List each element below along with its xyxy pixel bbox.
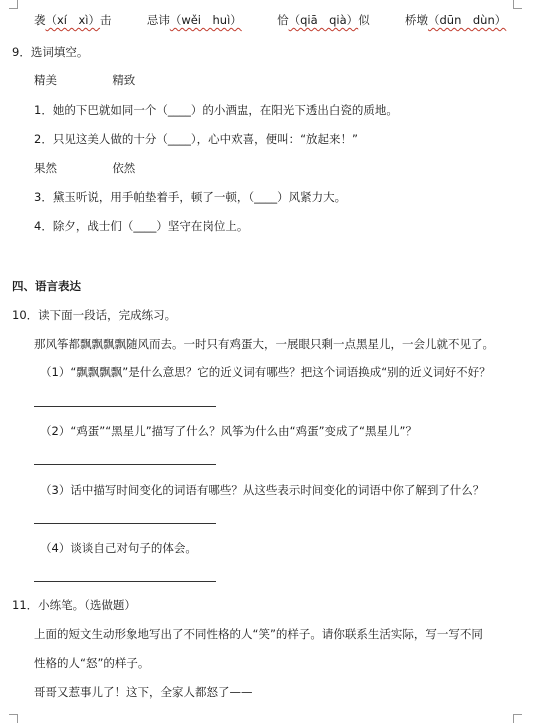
question-9-title: 9．选词填空。	[12, 45, 89, 59]
word-char: 击	[100, 13, 112, 27]
answer-line	[34, 406, 216, 407]
pinyin-options: （dūn dùn）	[428, 13, 507, 27]
writing-starter: 哥哥又惹事儿了！这下，全家人都怒了——	[34, 685, 253, 699]
word-char: 袭	[34, 13, 46, 27]
pinyin-word-3	[277, 13, 373, 27]
writing-prompt-line-2: 性格的人“怒”的样子。	[34, 656, 150, 670]
reading-passage: 那风筝都飘飘飘飘随风而去。一时只有鸡蛋大，一展眼只剩一点黑星儿，一会儿就不见了。	[34, 337, 494, 351]
word-char: 桥墩	[405, 13, 428, 27]
page-corner-mark	[9, 714, 18, 723]
word-choice-pair-2	[34, 160, 135, 176]
word-option: 精美	[34, 73, 57, 87]
question-10-title: 10．读下面一段话，完成练习。	[12, 308, 177, 322]
page-corner-mark	[513, 714, 522, 723]
fill-blank-sentence-3: 3．黛玉听说，用手帕垫着手，顿了一顿，（____）风紧力大。	[34, 190, 347, 204]
page-corner-mark	[9, 0, 18, 9]
word-char: 忌讳	[146, 13, 170, 27]
word-choice-pair-1	[34, 72, 135, 88]
answer-line	[34, 523, 216, 524]
sub-question-4: （4）谈谈自己对句子的体会。	[40, 541, 197, 555]
sub-question-2: （2）“鸡蛋”“黑星儿”描写了什么？风筝为什么由“鸡蛋”变成了“黑星儿”？	[40, 424, 417, 438]
pinyin-options: （qiā qià）	[288, 13, 359, 27]
word-option: 依然	[112, 161, 136, 175]
answer-line	[34, 581, 216, 582]
page-corner-mark	[513, 0, 522, 9]
pinyin-word-2	[147, 13, 246, 27]
pinyin-word-4	[405, 13, 506, 27]
fill-blank-sentence-1: 1．她的下巴就如同一个（____）的小酒盅，在阳光下透出白瓷的质地。	[34, 103, 398, 117]
section-heading: 四、语言表达	[12, 279, 81, 293]
word-char: 恰	[277, 13, 289, 27]
word-option: 果然	[34, 161, 57, 175]
pinyin-options: （wěi huì）	[169, 13, 242, 27]
word-option: 精致	[112, 73, 136, 87]
sub-question-1: （1）“飘飘飘飘”是什么意思？它的近义词有哪些？把这个词语换成“别的近义词好不好？	[40, 365, 491, 379]
fill-blank-sentence-2: 2．只见这美人做的十分（____），心中欢喜，便叫：“放起来！”	[34, 132, 358, 146]
pinyin-word-1	[34, 13, 115, 27]
pinyin-options: （xí xì）	[45, 13, 101, 27]
sub-question-3: （3）话中描写时间变化的词语有哪些？从这些表示时间变化的词语中你了解到了什么？	[40, 483, 485, 497]
word-char: 似	[358, 13, 370, 27]
writing-prompt-line-1: 上面的短文生动形象地写出了不同性格的人“笑”的样子。请你联系生活实际，写一写不同	[34, 627, 483, 641]
pinyin-row	[34, 12, 506, 28]
fill-blank-sentence-4: 4．除夕，战士们（____）坚守在岗位上。	[34, 219, 249, 233]
answer-line	[34, 464, 216, 465]
question-11-title: 11．小练笔。（选做题）	[12, 598, 136, 612]
